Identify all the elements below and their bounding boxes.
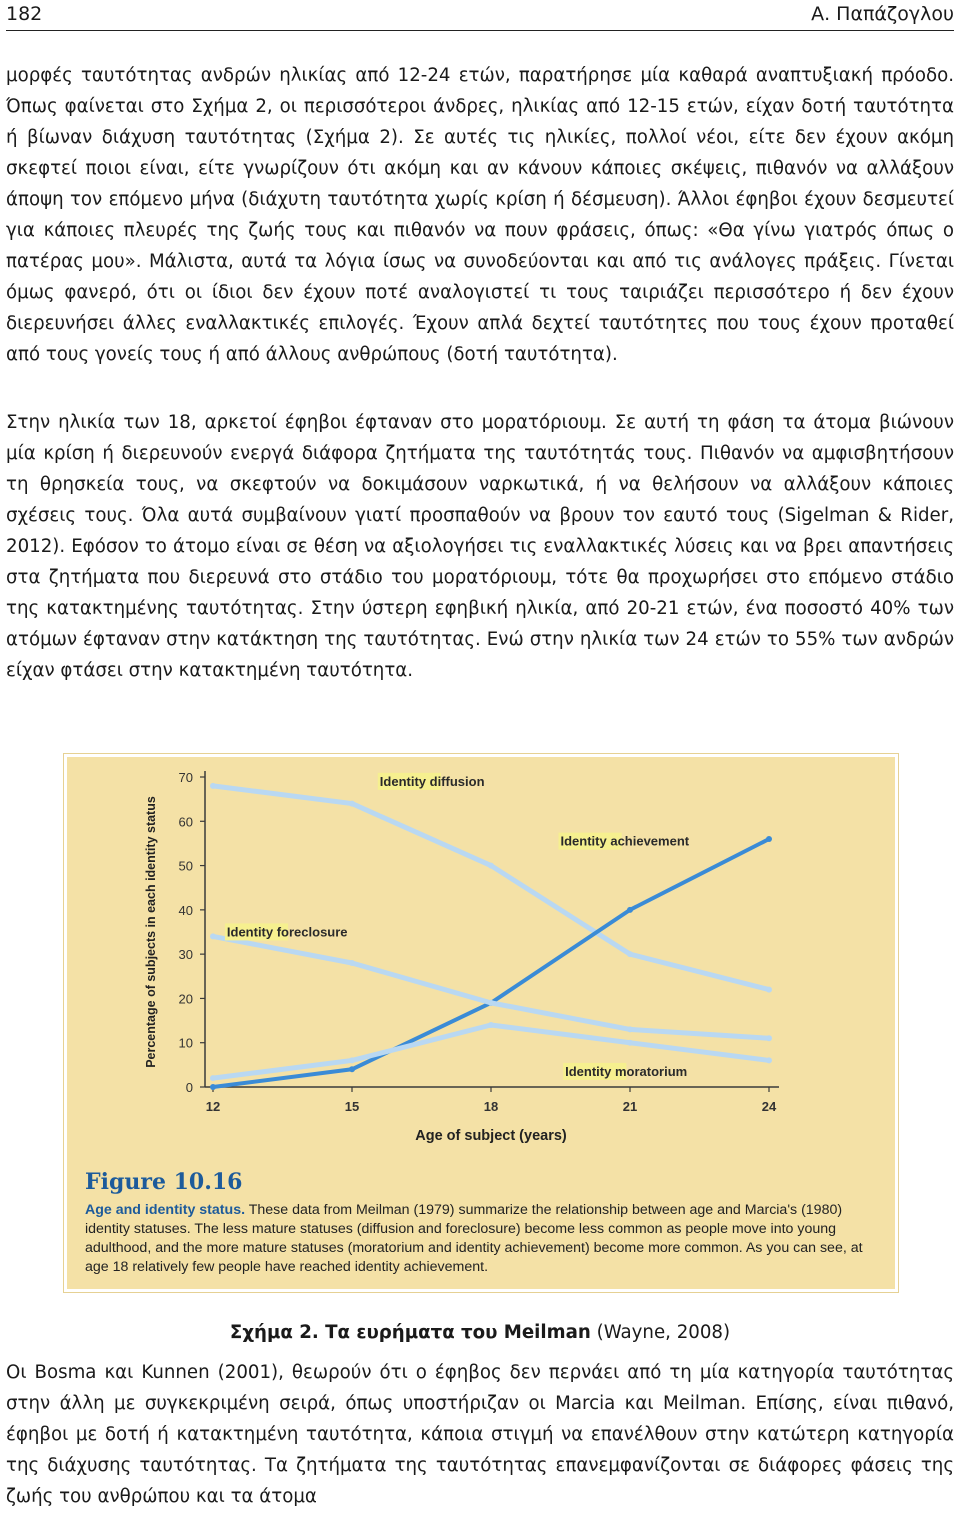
figure-description [85, 1201, 885, 1277]
paragraph-2: Στην ηλικία των 18, αρκετοί έφηβοι έφταναν στο μορατόριουμ. Σε αυτή τη φάση τα άτομα βιώνουν μία κρίση ή διερευνούν ενεργά διάφορα ζητήματα της ταυτότητάς τους. Πιθανόν να αμφισβητήσουν τη θρησκεία τους, να σκεφτούν να δοκιμάσουν ναρκωτικά, ή να θελήσουν να αλλάξουν κάποιες σχέσεις τους. Όλα αυτά συμβαίνουν γιατί προσπαθούν να βρουν τον εαυτό τους (Sigelman & Rider, 2012). Εφόσον το άτομο είναι σε θέση να αξιολογήσει τις εναλλακτικές λύσεις και να βρει απαντήσεις στα ζητήματα που διερευνά στο στάδιο του μορατόριουμ, τότε θα προχωρήσει στο επόμενο στάδιο της κατακτημένης ταυτότητας. Στην ύστερη εφηβική ηλικία, από 20-21 ετών, ένα ποσοστό 40% των ατόμων έφταναν στην κατάκτηση της ταυτότητας. Ενώ στην ηλικία των 24 ετών το 55% των ανδρών είχαν φτάσει στην κατακτημένη ταυτότητα. [6, 412, 954, 681]
paragraph-3: Οι Bosma και Kunnen (2001), θεωρούν ότι ο έφηβος δεν περνάει από τη μία κατηγορία ταυτότητας στην άλλη με συγκεκριμένη σειρά, όπως υποστήριζαν οι Marcia και Meilman. Επίσης, είναι πιθανό, έφηβοι με δοτή ή κατακτημένη ταυτότητα, κάποια στιγμή να επανέλθουν στην κατώτερη κατηγορία της διάχυσης ταυτότητας. Τα ζητήματα της ταυτότητας επανεμφανίζονται σε διάφορες φάσεις της ζωής του ανθρώπου και τα άτομα [6, 1362, 954, 1507]
series-line-0 [213, 786, 769, 990]
data-point [349, 960, 355, 966]
series-label: Identity diffusion [379, 773, 485, 789]
data-point [210, 1084, 216, 1090]
data-point [210, 783, 216, 789]
data-point [766, 1035, 772, 1041]
y-tick-label: 0 [185, 1080, 193, 1095]
data-point [349, 1057, 355, 1063]
figure-caption [0, 1319, 960, 1347]
data-point [488, 863, 494, 869]
figure-body-text: These data from Meilman (1979) summarize the relationship between age and Marcia's (1980) identity statuses. The less mature statuses (diffusion and foreclosure) become less common as people move into young adulthood, and the more mature statuses (moratorium and identity achievement) become more common. As you can see, at age 18 relatively few people have reached identity achievement. [85, 1202, 863, 1275]
x-tick-label: 15 [344, 1099, 360, 1114]
data-point [766, 836, 772, 842]
data-point [210, 933, 216, 939]
y-tick-label: 40 [178, 902, 193, 918]
data-point [488, 1022, 494, 1028]
data-point [210, 1075, 216, 1081]
y-tick-label: 30 [178, 947, 193, 963]
series-label: Identity moratorium [565, 1063, 688, 1079]
data-point [627, 1040, 633, 1046]
y-tick-label: 70 [178, 770, 193, 785]
y-axis-label: Percentage of subjects in each identity status [144, 796, 158, 1068]
data-point [627, 951, 633, 957]
page-header [6, 0, 954, 31]
x-tick-label: 24 [761, 1099, 777, 1114]
data-point [766, 987, 772, 993]
line-chart [67, 757, 895, 1167]
data-point [488, 1000, 494, 1006]
data-point [766, 1057, 772, 1063]
page-number: 182 [6, 3, 43, 25]
data-point [349, 1066, 355, 1072]
caption-source: (Wayne, 2008) [590, 1322, 731, 1343]
series-label: Identity achievement [560, 833, 690, 849]
data-point [349, 801, 355, 807]
x-tick-label: 21 [622, 1099, 638, 1114]
figure-title: Age and identity status. [85, 1202, 246, 1218]
figure-caption-block [85, 1169, 885, 1277]
y-tick-label: 50 [178, 858, 193, 874]
data-point [627, 907, 633, 913]
x-tick-label: 18 [483, 1099, 499, 1114]
x-tick-label: 12 [205, 1099, 221, 1114]
y-tick-label: 20 [178, 991, 193, 1007]
caption-label: Σχήμα 2. Τα ευρήματα του Meilman [229, 1322, 591, 1343]
running-head-author: Α. Παπάζογλου [811, 3, 954, 25]
series-label: Identity foreclosure [226, 924, 348, 940]
data-point [627, 1026, 633, 1032]
y-tick-label: 60 [178, 814, 193, 830]
figure-image [64, 754, 898, 1292]
figure-number: Figure 10.16 [85, 1169, 243, 1195]
paragraph-1: μορφές ταυτότητας ανδρών ηλικίας από 12-24 ετών, παρατήρησε μία καθαρά αναπτυξιακή πρόοδο. Όπως φαίνεται στο Σχήμα 2, οι περισσότεροι άνδρες, ηλικίας από 12-15 ετών, είχαν δοτή ταυτότητα ή βίωναν διάχυση ταυτότητας (Σχήμα 2). Σε αυτές τις ηλικίες, πολλοί νέοι, είτε δεν έχουν ακόμη σκεφτεί ποιοι είναι, είτε γνωρίζουν ότι ακόμη και αν κάνουν κάποιες σκέψεις, πιθανόν να αλλάξουν άποψη τον επόμενο μήνα (διάχυτη ταυτότητα χωρίς κρίση ή δέσμευση). Άλλοι έφηβοι έχουν δεσμευτεί για κάποιες πλευρές της ζωής τους και πιθανόν να πουν φράσεις, όπως: «Θα γίνω γιατρός όπως ο πατέρας μου». Μάλιστα, αυτά τα λόγια ίσως να συνοδεύονται και από τις ανάλογες πράξεις. Γίνεται όμως φανερό, ότι οι ίδιοι δεν έχουν ποτέ αναλογιστεί τι τους ταιριάζει περισσότερο ή δεν έχουν διερευνήσει άλλες εναλλακτικές επιλογές. Έχουν απλά δεχτεί ταυτότητες που τους έχουν προταθεί από τους γονείς τους ή από άλλους ανθρώπους (δοτή ταυτότητα). [6, 65, 954, 365]
x-axis-label: Age of subject (years) [415, 1128, 567, 1144]
y-tick-label: 10 [178, 1035, 193, 1051]
